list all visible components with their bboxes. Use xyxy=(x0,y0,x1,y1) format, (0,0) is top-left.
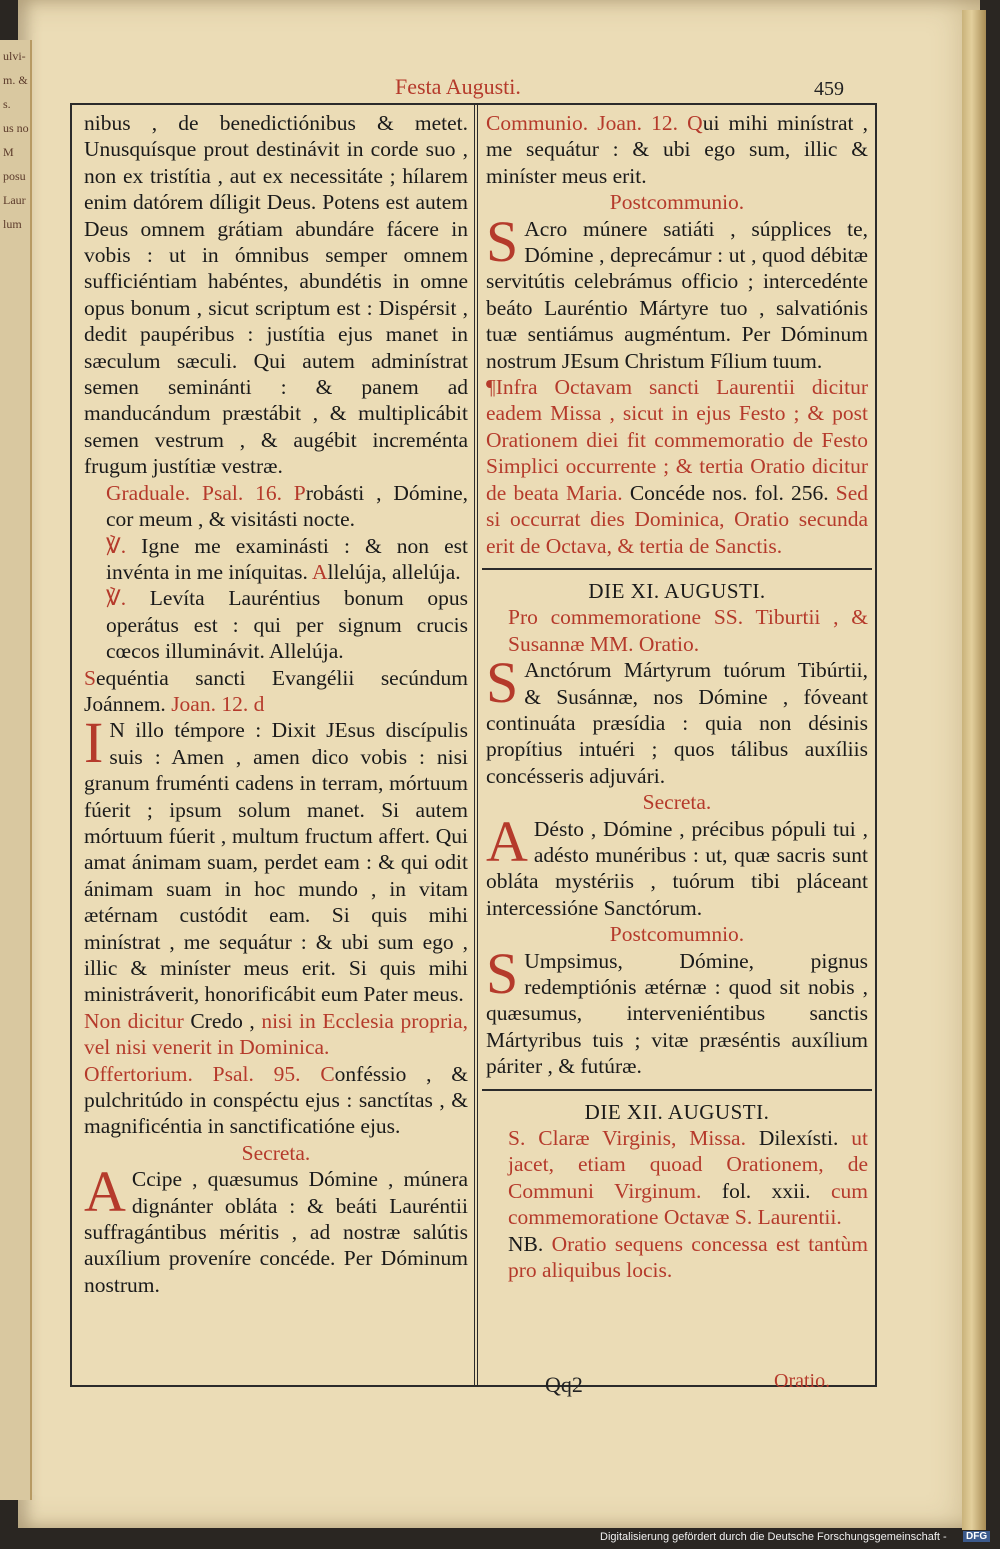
drop-capital: A xyxy=(84,1159,126,1225)
drop-capital: I xyxy=(84,710,104,776)
page-edge-stack xyxy=(962,10,986,1530)
day-heading: DIE XII. AUGUSTI. xyxy=(584,1099,770,1124)
page-header xyxy=(0,74,1000,104)
prev-page-fragment: Laur xyxy=(3,193,26,207)
page-number: 459 xyxy=(814,78,844,100)
section-heading: Postcommunio. xyxy=(609,190,745,215)
prev-page-fragment: M xyxy=(3,145,14,159)
prev-page-fragment: m. & xyxy=(3,73,28,87)
running-title: Festa Augusti. xyxy=(395,74,521,99)
paragraph: nibus , de benedictiónibus & metet. Unusquísque prout destinávit in corde suo , non ex tristítia , aut ex necessitáte ; hílarem enim datórem díligit Deus. Potens est autem Deus omnem grátiam abundáre fácere in vobis : ut in ómnibus semper omnem sufficiéntiam habéntes, abundétis in omne opus bonum , sicut scriptum est : Dispérsit , dedit paupéribus : justítia ejus manet in sæculum sæculi. Qui autem adminístrat semen seminánti : & panem ad manducándum præstábit , & multiplicábit semen vestrum , & augébit increménta frugum justítiæ vestræ. xyxy=(84,111,468,479)
section-heading: Postcomumnio. xyxy=(609,922,745,947)
prev-page-fragment: s. xyxy=(3,97,11,111)
paragraph-rubric: ¶Infra Octavam sancti Laurentii dicitur eadem Missa , sicut in ejus Festo ; & post Orationem diei fit commemoratio de Festo Simplici occurrente ; & tertia Oratio dicitur de beata Maria. Concéde nos. fol. 256. Sed si occurrat dies Dominica, Oratio secunda erit de Octava, & tertia de Sanctis. xyxy=(486,375,869,558)
drop-capital: S xyxy=(486,650,519,716)
prev-page-fragment: posu xyxy=(3,169,26,183)
paragraph-rubric: Non dicitur Credo , nisi in Ecclesia propria, vel nisi venerit in Dominica. xyxy=(84,1008,468,1060)
paragraph-postcommunion: S Umpsimus, Dómine, pignus redemptiónis ætérnæ : quod sit nobis , quæsumus, interveniéntibus sanctis Mártyribus tuis ; vitæ præséntis auxílium páriter , & futúræ. xyxy=(486,940,868,1079)
paragraph-offertory: Offertorium. Psal. 95. Conféssio , & pulchritúdo in conspéctu ejus : sanctítas , & magnificéntia in sanctificatióne ejus. xyxy=(84,1061,469,1139)
paragraph-gospel: I N illo témpore : Dixit JEsus discípulis suis : Amen , amen dico vobis : nisi granum fruménti cadens in terram, mórtuum fúerit ; ipsum solum manet. Si autem mórtuum fúerit , multum fructum affert. Qui amat ánimam suam, perdet eam : & qui odit ánimam suam in hoc mundo , in vitam ætérnam custódit eam. Si quis mihi minístrat , me sequátur : & ubi sum ego , illic & miníster meus erit. Si quis mihi ministráverit, honorificábit eum Pater meus. xyxy=(84,710,468,1007)
section-heading: Secreta. xyxy=(642,790,712,815)
paragraph-secret: A Ccipe , quæsumus Dómine , múnera dignánter obláta : & beáti Lauréntii suffragántibus méritis , ad nostræ salútis auxílium proveníre concéde. Per Dóminum nostrum. xyxy=(84,1159,468,1297)
catchword: Oratio. xyxy=(774,1370,831,1392)
section-separator xyxy=(482,1089,872,1091)
paragraph-note: NB. Oratio sequens concessa est tantùm pro aliquibus locis. xyxy=(508,1231,868,1283)
paragraph-versicle: ℣. Igne me examinásti : & non est invénta in me iníquitas. Allelúja, allelúja. xyxy=(106,533,468,584)
prev-page-fragment: lum xyxy=(3,217,22,231)
right-column xyxy=(486,110,868,1283)
prev-page-fragment: us no xyxy=(3,121,29,135)
drop-capital: S xyxy=(486,940,519,1006)
paragraph-versicle: ℣. Levíta Lauréntius bonum opus operátus est : qui per signum crucis cœcos illuminávit. Allelúja. xyxy=(106,586,468,664)
drop-capital: S xyxy=(486,208,519,274)
paragraph-secret: A Désto , Dómine , précibus pópuli tui , adésto munéribus : ut, quæ sacris sunt obláta mystériis , tuórum tibi pláceant intercessióne Sanctórum. xyxy=(486,808,868,920)
section-separator xyxy=(482,568,872,570)
paragraph-gradual: Graduale. Psal. 16. Probásti , Dómine, cor meum , & visitásti nocte. xyxy=(106,480,468,532)
paragraph-feast: S. Claræ Virginis, Missa. Dilexísti. ut jacet, etiam quoad Orationem, de Communi Virginum. fol. xxii. cum commemoratione Octavæ S. Laurentii. xyxy=(508,1126,868,1230)
bottom-rule xyxy=(70,1386,875,1387)
paragraph-commemoration: Pro commemoratione SS. Tiburtii , & Susannæ MM. Oratio. xyxy=(508,605,868,656)
day-heading: DIE XI. AUGUSTI. xyxy=(588,578,766,603)
paragraph-gospel-heading: Sequéntia sancti Evangélii secúndum Joánnem. Joan. 12. d xyxy=(84,665,468,716)
digitization-credit: Digitalisierung gefördert durch die Deutsche Forschungsgemeinschaft - xyxy=(600,1531,947,1543)
left-column xyxy=(84,110,468,1298)
previous-page-edge xyxy=(0,40,32,1500)
dfg-logo: DFG xyxy=(963,1531,990,1542)
paragraph-postcommunion: S Acro múnere satiáti , súpplices te, Dómine , deprecámur : ut , quod débitæ servitútis celebrámus officio ; intercedénte beáto Lauréntio Mártyre tuo , salvatiónis tuæ sentiámus augméntum. Per Dóminum nostrum JEsum Christum Fílium tuum. xyxy=(486,208,868,373)
section-heading: Secreta. xyxy=(241,1140,311,1165)
prev-page-fragment: ulvi- xyxy=(3,49,26,63)
paragraph-collect: S Anctórum Mártyrum tuórum Tibúrtii, & Susánnæ, nos Dómine , fóveant continuáta præsídia : quia non désinis propítius intuéri ; quos tálibus auxíliis concésseris adjuvári. xyxy=(486,650,868,788)
signature-mark: Qq2 xyxy=(545,1372,583,1397)
paragraph-communion: Communio. Joan. 12. Qui mihi minístrat , me sequátur : & ubi ego sum, illic & miníster meus erit. xyxy=(486,111,868,188)
column-divider xyxy=(474,103,478,1385)
drop-capital: A xyxy=(486,808,528,874)
